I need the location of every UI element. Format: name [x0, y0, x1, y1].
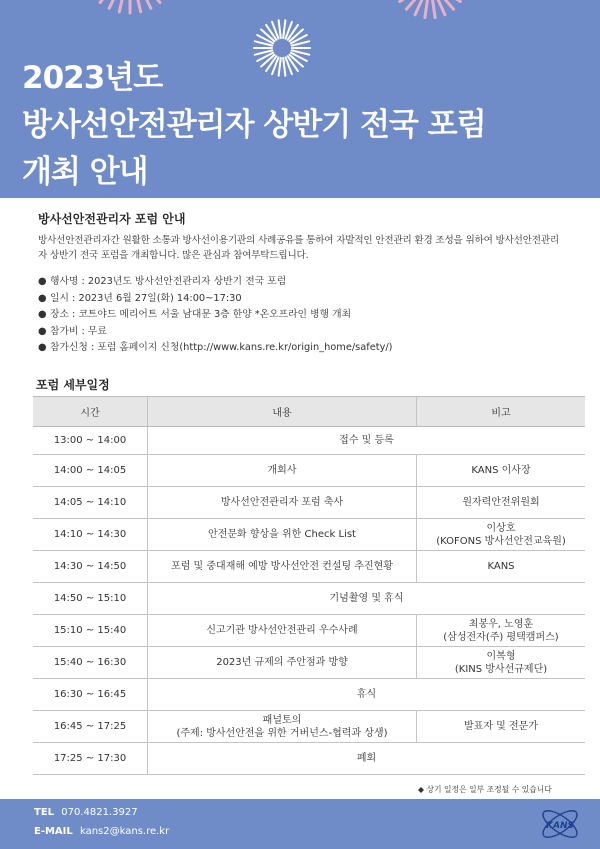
- cell-content: 2023년 규제의 주안점과 방향: [148, 647, 417, 679]
- cell-time: 14:00 ~ 14:05: [33, 455, 148, 487]
- table-row: [33, 615, 585, 647]
- cell-content: 개회사: [148, 455, 417, 487]
- table-row: [33, 679, 585, 711]
- cell-time: 14:05 ~ 14:10: [33, 487, 148, 519]
- cell-note: 최봉우, 노영훈 (삼성전자(주) 평택캠퍼스): [417, 615, 586, 647]
- cell-time: 13:00 ~ 14:00: [33, 427, 148, 455]
- intro-body: 방사선안전관리자간 원활한 소통과 방사선이용기관의 사례공유를 통하여 자발적인 안전관리 환경 조성을 위하여 방사선안전관리자 상반기 전국 포럼을 개최합니다. 많은 관심과 참여부탁드립니다.: [38, 235, 559, 261]
- firework-decoration-left: [70, 0, 190, 20]
- cell-content: 포럼 및 중대재해 예방 방사선안전 컨설팅 추진현황: [148, 551, 417, 583]
- page-title-year: 2023년도: [22, 60, 163, 96]
- cell-content: 접수 및 등록: [148, 427, 586, 455]
- intro-heading: 방사선안전관리자 포럼 안내: [38, 212, 186, 226]
- bullet-icon: ●: [38, 342, 47, 353]
- logo-text: KANS: [546, 821, 574, 831]
- email-value[interactable]: kans2@kans.re.kr: [79, 826, 170, 837]
- event-info-list: [36, 274, 576, 357]
- cell-content: 방사선안전관리자 포럼 축사: [148, 487, 417, 519]
- table-row: [33, 551, 585, 583]
- table-row: [33, 427, 585, 455]
- cell-note: 원자력안전위원회: [417, 487, 586, 519]
- info-item-datetime: ● 일시 : 2023년 6월 27일(화) 14:00~17:30: [36, 291, 576, 308]
- cell-time: 15:10 ~ 15:40: [33, 615, 148, 647]
- cell-content: 신고기관 방사선안전관리 우수사례: [148, 615, 417, 647]
- info-item-registration[interactable]: ● 참가신청 : 포럼 홈페이지 신청(http://www.kans.re.kr/origin_home/safety/): [36, 340, 576, 357]
- table-row: [33, 519, 585, 551]
- email-label: E-MAIL: [34, 826, 73, 837]
- cell-time: 17:25 ~ 17:30: [33, 743, 148, 775]
- cell-content: 안전문화 향상을 위한 Check List: [148, 519, 417, 551]
- firework-decoration-center: [250, 16, 314, 80]
- firework-decoration-right: [390, 0, 470, 24]
- table-header-row: [33, 397, 585, 427]
- schedule-heading: 포럼 세부일정: [36, 378, 110, 392]
- cell-note: KANS: [417, 551, 586, 583]
- page-title-sub: 개최 안내: [22, 154, 148, 190]
- schedule-table-body: [33, 427, 585, 775]
- schedule-table: [33, 396, 585, 775]
- table-row: [33, 711, 585, 743]
- cell-content: 패널토의 (주제: 방사선안전을 위한 거버넌스-협력과 상생): [148, 711, 417, 743]
- footer-bar: [0, 799, 600, 849]
- table-row: [33, 647, 585, 679]
- table-row: [33, 583, 585, 615]
- table-row: [33, 743, 585, 775]
- cell-time: 14:30 ~ 14:50: [33, 551, 148, 583]
- cell-time: 15:40 ~ 16:30: [33, 647, 148, 679]
- cell-time: 14:50 ~ 15:10: [33, 583, 148, 615]
- table-row: [33, 455, 585, 487]
- cell-time: 16:45 ~ 17:25: [33, 711, 148, 743]
- cell-note: 발표자 및 전문가: [417, 711, 586, 743]
- kans-logo: [538, 803, 582, 845]
- cell-note: 이상호 (KOFONS 방사선안전교육원): [417, 519, 586, 551]
- bullet-icon: ●: [38, 325, 47, 337]
- info-item-event-name: ● 행사명 : 2023년도 방사선안전관리자 상반기 전국 포럼: [36, 274, 576, 291]
- cell-note: KANS 이사장: [417, 455, 586, 487]
- header-banner: [0, 0, 600, 198]
- cell-time: 16:30 ~ 16:45: [33, 679, 148, 711]
- column-header-content: 내용: [148, 397, 417, 427]
- tel-label: TEL: [34, 807, 55, 818]
- footer-email: [34, 826, 169, 837]
- cell-content: 기념촬영 및 휴식: [148, 583, 586, 615]
- tel-value[interactable]: 070.4821.3927: [61, 807, 138, 818]
- table-row: [33, 487, 585, 519]
- bullet-icon: ●: [38, 292, 47, 304]
- cell-note: 이복형 (KINS 방사선규제단): [417, 647, 586, 679]
- column-header-note: 비고: [417, 397, 586, 427]
- info-item-venue: ● 장소 : 코트야드 메리어트 서울 남대문 3층 한양 *온오프라인 병행 개최: [36, 307, 576, 324]
- column-header-time: 시간: [33, 397, 148, 427]
- page-title-main: 방사선안전관리자 상반기 전국 포럼: [22, 107, 486, 143]
- info-item-fee: ● 참가비 : 무료: [36, 324, 576, 341]
- cell-content: 휴식: [148, 679, 586, 711]
- bullet-icon: ●: [38, 276, 47, 287]
- cell-content: 폐회: [148, 743, 586, 775]
- bullet-icon: ●: [38, 309, 47, 320]
- footer-tel: [34, 807, 138, 818]
- schedule-footnote: ◆ 상기 일정은 일부 조정될 수 있습니다: [418, 785, 552, 794]
- cell-time: 14:10 ~ 14:30: [33, 519, 148, 551]
